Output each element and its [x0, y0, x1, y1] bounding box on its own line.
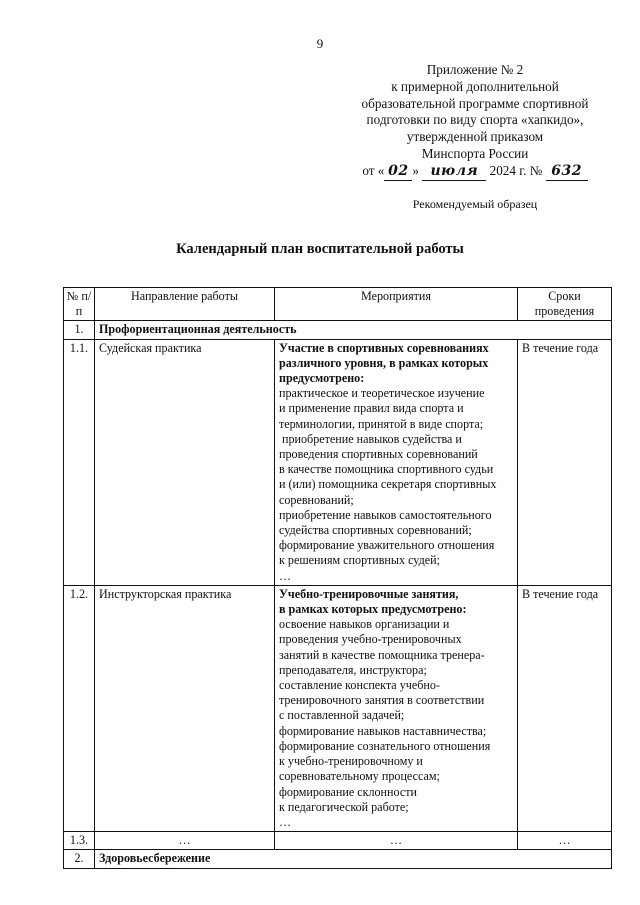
section-num: 1. — [64, 321, 95, 339]
order-mid: » — [412, 162, 419, 178]
activity-item: в качестве помощника спортивного судьи — [279, 462, 494, 477]
activity-item: приобретение навыков самостоятельного — [279, 507, 492, 522]
table-row — [64, 339, 612, 585]
activity-item: к решениям спортивных судей; — [279, 553, 440, 568]
activity-heading: Участие в спортивных соревнованиях — [279, 340, 489, 355]
activity-heading: различного уровня, в рамках которых — [279, 355, 489, 370]
order-month-handwritten: июля — [422, 163, 486, 181]
appendix-line: Приложение № 2 — [426, 62, 524, 77]
row-direction: … — [95, 832, 275, 850]
activity-item: преподавателя, инструктора; — [279, 662, 427, 677]
order-year: 2024 г. № — [489, 162, 543, 178]
row-activities — [275, 339, 518, 585]
row-terms: В течение года — [518, 339, 612, 585]
header-num: № п/п — [64, 288, 95, 321]
activity-item: соревновательному процессам; — [279, 769, 440, 784]
activity-item: формирование сознательного отношения — [279, 738, 491, 753]
activity-item: и (или) помощника секретаря спортивных — [279, 477, 497, 492]
row-num: 1.1. — [64, 339, 95, 585]
table-row — [64, 585, 612, 831]
activity-item: проведения спортивных соревнований — [279, 447, 478, 462]
table-header-row — [64, 288, 612, 321]
activity-item: освоение навыков организации и — [279, 617, 450, 632]
row-activities: … — [275, 832, 518, 850]
section-row — [64, 850, 612, 868]
activity-heading: Учебно-тренировочные занятия, — [279, 586, 459, 601]
activity-item: приобретение навыков судейства и — [279, 431, 462, 446]
row-num: 1.3. — [64, 832, 95, 850]
order-number-handwritten: 632 — [546, 163, 588, 181]
activity-item: занятий в качестве помощника тренера- — [279, 647, 485, 662]
activity-item: … — [279, 568, 292, 583]
plan-table — [63, 287, 612, 869]
activity-heading: предусмотрено: — [279, 371, 365, 386]
activity-item: формирование склонности — [279, 784, 417, 799]
order-day-handwritten: 02 — [384, 163, 412, 181]
activity-item: проведения учебно-тренировочных — [279, 632, 462, 647]
appendix-line: к примерной дополнительной — [391, 78, 559, 94]
order-date-line — [330, 163, 620, 181]
header-terms: Сроки проведения — [518, 288, 612, 321]
appendix-line: подготовки по виду спорта «хапкидо», — [366, 112, 584, 128]
document-title: Календарный план воспитательной работы — [176, 241, 464, 257]
header-direction: Направление работы — [95, 288, 275, 321]
activity-item: тренировочного занятия в соответствии — [279, 693, 485, 708]
appendix-header — [330, 62, 620, 181]
section-row — [64, 321, 612, 339]
section-title: Здоровьесбережение — [95, 850, 612, 868]
row-direction: Судейская практика — [95, 339, 275, 585]
row-num: 1.2. — [64, 585, 95, 831]
activity-item: с поставленной задачей; — [279, 708, 405, 723]
order-prefix: от « — [362, 162, 385, 178]
section-num: 2. — [64, 850, 95, 868]
appendix-line: Минспорта России — [421, 145, 529, 161]
activity-item: формирование уважительного отношения — [279, 538, 495, 553]
activity-item: к педагогической работе; — [279, 799, 409, 814]
activity-item: и применение правил вида спорта и — [279, 401, 464, 416]
activity-item: терминологии, принятой в виде спорта; — [279, 416, 484, 431]
row-direction: Инструкторская практика — [95, 585, 275, 831]
sample-label: Рекомендуемый образец — [412, 197, 538, 211]
activity-item: практическое и теоретическое изучение — [279, 386, 485, 401]
page-number: 9 — [316, 36, 324, 51]
table-row — [64, 832, 612, 850]
row-activities — [275, 585, 518, 831]
activity-item: составление конспекта учебно- — [279, 678, 440, 693]
row-terms: … — [518, 832, 612, 850]
section-title: Профориентационная деятельность — [95, 321, 612, 339]
header-activities: Мероприятия — [275, 288, 518, 321]
activity-item: … — [279, 814, 292, 829]
appendix-line: образовательной программе спортивной — [361, 95, 589, 111]
activity-item: судейства спортивных соревнований; — [279, 523, 472, 538]
activity-item: формирование навыков наставничества; — [279, 723, 487, 738]
activity-item: соревнований; — [279, 492, 354, 507]
activity-heading: в рамках которых предусмотрено: — [279, 602, 467, 617]
appendix-line: утвержденной приказом — [406, 129, 544, 145]
row-terms: В течение года — [518, 585, 612, 831]
activity-item: к учебно-тренировочному и — [279, 754, 423, 769]
